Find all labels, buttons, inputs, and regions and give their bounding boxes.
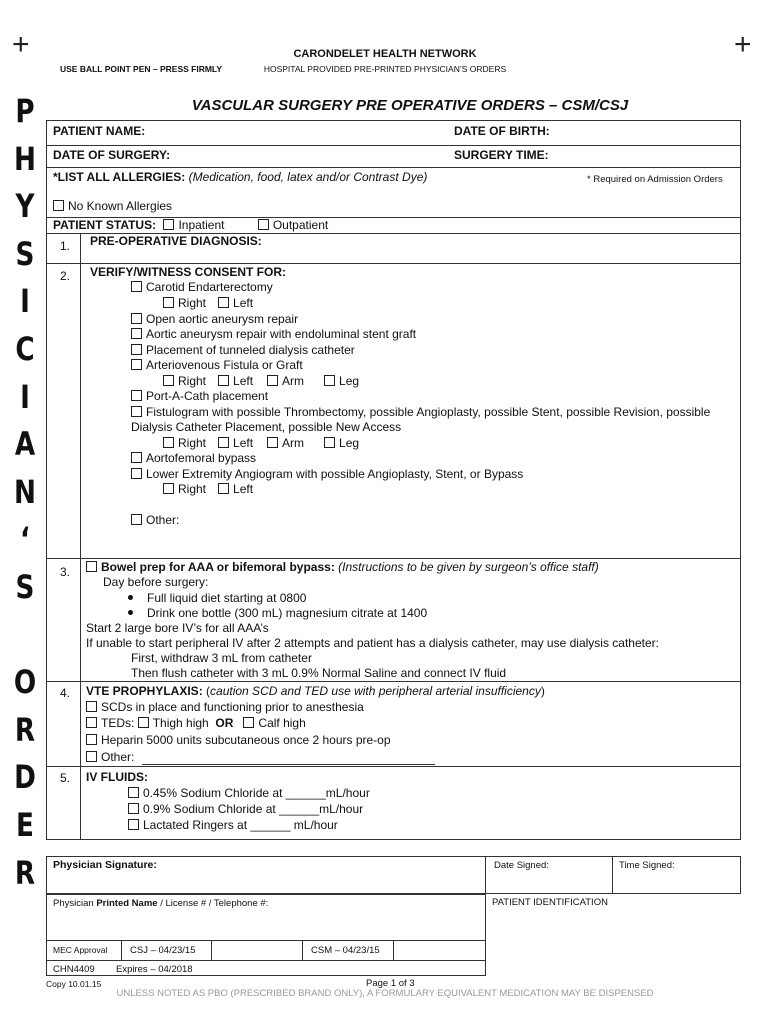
side-label-letter: O: [13, 663, 37, 702]
side-label-letter: P: [15, 92, 35, 130]
side-label-letter: R: [14, 710, 36, 749]
av-fistula-sides: Right Left Arm Leg: [163, 374, 359, 389]
side-label: [13, 88, 38, 897]
csm-date: CSM – 04/23/15: [311, 945, 380, 956]
bowel-bullet-2: Drink one bottle (300 mL) magnesium citrate at 1400: [128, 606, 427, 621]
side-label-letter: S: [15, 234, 35, 273]
side-label-letter: D: [14, 758, 36, 797]
section5-label: IV FLUIDS:: [86, 770, 148, 784]
side-label-letter: S: [15, 567, 35, 606]
form-title: VASCULAR SURGERY PRE OPERATIVE ORDERS – CSM/CSJ: [191, 97, 629, 114]
outpatient-label: Outpatient: [272, 218, 329, 232]
surgery-date-label: DATE OF SURGERY:: [53, 148, 171, 162]
fluid-lactated-ringers[interactable]: Lactated Ringers at ______ mL/hour: [128, 818, 338, 833]
allergies-label: LIST ALL ALLERGIES:: [57, 170, 186, 184]
consent-lower-extremity[interactable]: Lower Extremity Angiogram with possible Angioplasty, Stent, or Bypass: [131, 467, 523, 482]
side-label-letter: [13, 612, 38, 660]
iv-line-1: Start 2 large bore IV’s for all AAA’s: [86, 621, 269, 635]
section2-label: VERIFY/WITNESS CONSENT FOR:: [90, 265, 287, 279]
allergies-row: *LIST ALL ALLERGIES: (Medication, food, latex and/or Contrast Dye): [53, 170, 428, 184]
date-signed-label: Date Signed:: [494, 860, 549, 871]
fluid-045-saline[interactable]: 0.45% Sodium Chloride at ______mL/hour: [128, 786, 370, 801]
lower-extremity-sides: Right Left: [163, 482, 253, 497]
side-label-letter: N: [14, 472, 36, 511]
vte-heparin[interactable]: Heparin 5000 units subcutaneous once 2 hours pre-op: [86, 733, 391, 748]
vte-other[interactable]: Other:: [86, 750, 134, 765]
chn-number: CHN4409: [53, 964, 95, 975]
consent-other[interactable]: Other:: [131, 513, 179, 528]
section5-number: 5.: [60, 771, 71, 785]
no-known-allergies-checkbox[interactable]: [53, 200, 64, 211]
physician-signature-label: Physician Signature:: [53, 859, 157, 871]
vte-teds: TEDs: Thigh high OR Calf high: [86, 716, 306, 731]
consent-aortofemoral[interactable]: Aortofemoral bypass: [131, 451, 256, 466]
no-known-allergies[interactable]: No Known Allergies: [53, 199, 172, 214]
section1-number: 1.: [60, 239, 71, 253]
section2-number: 2.: [60, 269, 71, 283]
consent-av-fistula[interactable]: Arteriovenous Fistula or Graft: [131, 358, 303, 373]
consent-fistulogram[interactable]: Fistulogram with possible Thrombectomy, possible Angioplasty, possible Stent, possible Revision, possible: [131, 405, 710, 420]
network-name: CARONDELET HEALTH NETWORK: [293, 48, 477, 60]
iv-line-2: If unable to start peripheral IV after 2 attempts and patient has a dialysis catheter, may use dialysis catheter:: [86, 636, 659, 650]
iv-line-3: First, withdraw 3 mL from catheter: [131, 651, 312, 665]
inpatient-checkbox[interactable]: [163, 219, 174, 230]
page-number: Page 1 of 3: [366, 978, 415, 989]
outpatient-checkbox[interactable]: [258, 219, 269, 230]
pen-note: USE BALL POINT PEN – PRESS FIRMLY: [60, 64, 223, 74]
side-label-letter: A: [14, 425, 36, 464]
time-signed-label: Time Signed:: [619, 860, 675, 871]
csj-date: CSJ – 04/23/15: [130, 945, 196, 956]
side-label-letter: E: [16, 805, 34, 844]
side-label-letter: I: [20, 282, 30, 321]
surgery-time-label: SURGERY TIME:: [454, 148, 549, 162]
crop-mark-right: +: [734, 28, 752, 61]
day-before-surgery: Day before surgery:: [103, 575, 209, 589]
inpatient-label: Inpatient: [178, 218, 225, 232]
side-label-letter: Y: [15, 187, 35, 226]
patient-name-label: PATIENT NAME:: [53, 124, 146, 138]
copy-note: Copy 10.01.15: [46, 979, 102, 989]
form-subtitle: HOSPITAL PROVIDED PRE-PRINTED PHYSICIAN’S ORDERS: [263, 64, 507, 74]
allergies-note: (Medication, food, latex and/or Contrast Dye): [188, 170, 428, 184]
fistulogram-sides: Right Left Arm Leg: [163, 436, 359, 451]
mec-approval: MEC Approval: [53, 945, 108, 955]
side-label-letter: C: [15, 329, 35, 368]
side-label-letter: ‘: [20, 520, 30, 559]
consent-open-aortic[interactable]: Open aortic aneurysm repair: [131, 312, 298, 327]
required-note: * Required on Admission Orders: [587, 174, 723, 185]
section4-header: VTE PROPHYLAXIS: (caution SCD and TED use with peripheral arterial insufficiency): [86, 684, 545, 698]
section3-header[interactable]: Bowel prep for AAA or bifemoral bypass: (Instructions to be given by surgeon’s office staff): [86, 560, 599, 575]
section1-label: PRE-OPERATIVE DIAGNOSIS:: [90, 234, 262, 248]
side-label-letter: H: [14, 139, 36, 178]
vte-other-line: [142, 764, 435, 765]
printed-name-label: Physician Printed Name / License # / Telephone #:: [53, 898, 269, 909]
consent-endoluminal[interactable]: Aortic aneurysm repair with endoluminal stent graft: [131, 327, 416, 342]
section3-number: 3.: [60, 565, 71, 579]
side-label-letter: R: [14, 853, 36, 892]
expires: Expires – 04/2018: [116, 964, 193, 975]
section4-number: 4.: [60, 686, 71, 700]
fluid-09-saline[interactable]: 0.9% Sodium Chloride at ______mL/hour: [128, 802, 363, 817]
vte-scds[interactable]: SCDs in place and functioning prior to anesthesia: [86, 700, 364, 715]
patient-id-label: PATIENT IDENTIFICATION: [492, 897, 608, 908]
consent-port[interactable]: Port-A-Cath placement: [131, 389, 268, 404]
formulary-disclaimer: UNLESS NOTED AS PBO (PRESCRIBED BRAND ONLY), A FORMULARY EQUIVALENT MEDICATION MAY BE DISPENSED: [116, 988, 654, 999]
crop-mark-left: +: [12, 28, 30, 61]
bowel-bullet-1: Full liquid diet starting at 0800: [128, 591, 306, 606]
consent-carotid[interactable]: Carotid Endarterectomy: [131, 280, 273, 295]
iv-line-4: Then flush catheter with 3 mL 0.9% Normal Saline and connect IV fluid: [131, 666, 507, 680]
dob-label: DATE OF BIRTH:: [454, 124, 550, 138]
consent-fistulogram-cont: Dialysis Catheter Placement, possible New Access: [131, 420, 402, 434]
side-label-letter: I: [20, 377, 30, 416]
carotid-sides: Right Left: [163, 296, 253, 311]
consent-dialysis-catheter[interactable]: Placement of tunneled dialysis catheter: [131, 343, 355, 358]
patient-status-row: PATIENT STATUS: Inpatient Outpatient: [53, 218, 329, 232]
